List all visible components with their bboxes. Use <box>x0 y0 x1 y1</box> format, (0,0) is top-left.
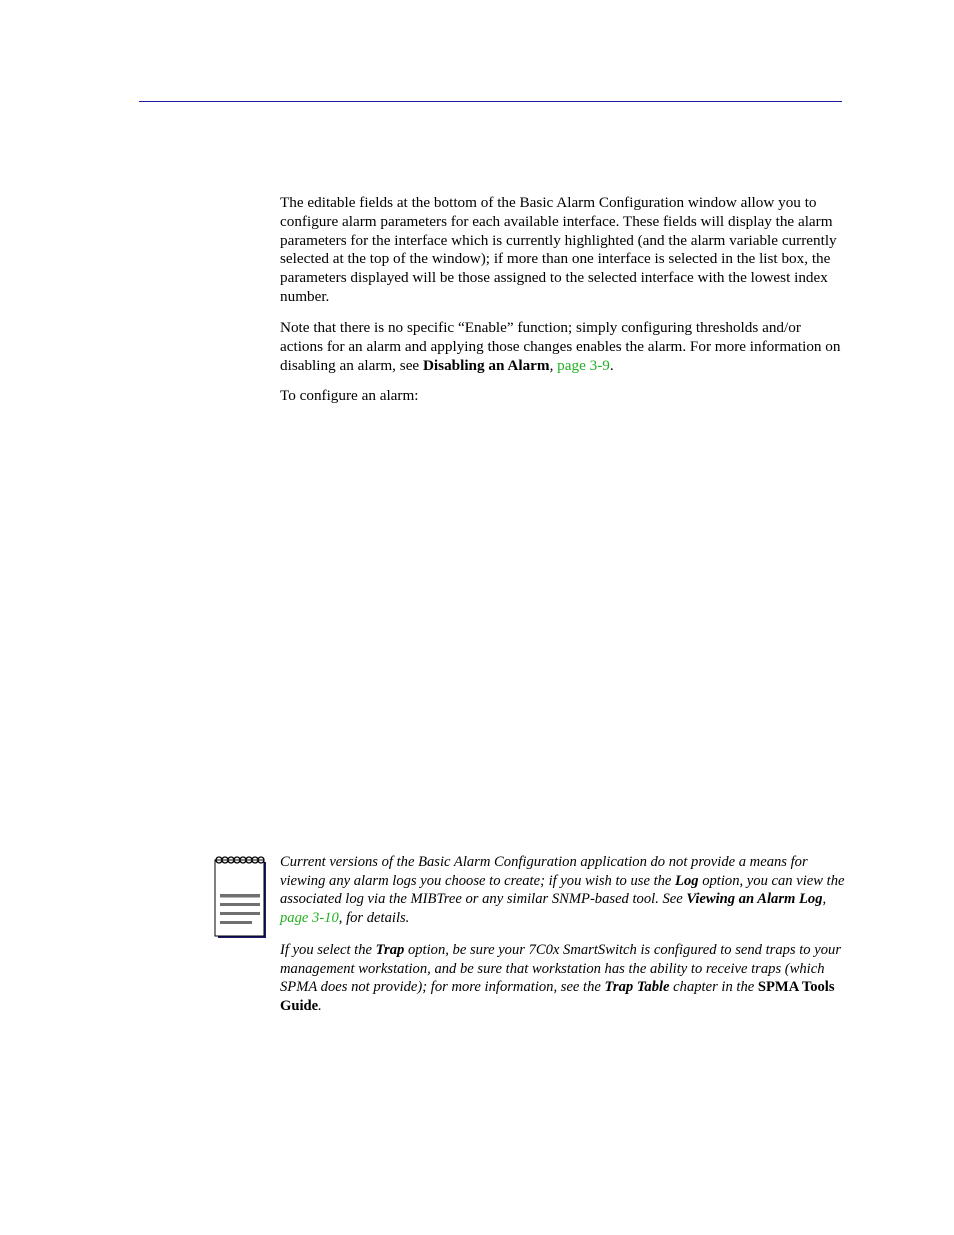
period: . <box>609 356 614 374</box>
note-trap <box>280 941 846 1015</box>
ref-trap-table: Trap Table <box>604 979 670 996</box>
ref-log: Log <box>675 872 699 889</box>
note-text: option, be sure your 7C0x SmartSwitch is configured to send traps to your management workstation, and be sure that workstation has the ability to receive traps (which SPMA does not provide); for more information, see the <box>280 942 842 996</box>
note-text: Current versions of the Basic Alarm Configuration application do not provide a means for viewing any alarm logs you choose to create; if you wish to use the <box>280 854 808 889</box>
link-page-3-9[interactable]: page 3-9 <box>557 356 610 374</box>
header-rule <box>139 101 842 102</box>
period: . <box>318 997 322 1014</box>
note-text: option, you can view the associated log via the MIBTree or any similar SNMP-based tool. See <box>280 872 845 908</box>
separator: , <box>822 891 827 908</box>
link-page-3-10[interactable]: page 3-10 <box>280 909 339 926</box>
notepad-icon <box>214 855 268 939</box>
paragraph-configure-intro: To configure an alarm: <box>280 387 419 404</box>
paragraph-text: Note that there is no specific “Enable” function; simply configuring thresholds and/or actions for an alarm and applying those changes enables the alarm. For more information on disabling an alarm, see <box>280 319 841 374</box>
ref-viewing-alarm-log: Viewing an Alarm Log <box>686 891 823 908</box>
note-alarm-log <box>280 853 846 927</box>
ref-trap: Trap <box>375 942 405 958</box>
note-text: chapter in the <box>669 979 758 996</box>
paragraph-intro: The editable fields at the bottom of the Basic Alarm Configuration window allow you to configure alarm parameters for each available interface. These fields will display the alarm parameters for the interface which is currently highlighted (and the alarm variable currently selected at the top of the window); if more than one interface is selected in the list box, the parameters displayed will be those assigned to the selected interface with the lowest index number. <box>280 194 837 305</box>
paragraph-enable-note <box>280 319 842 375</box>
ref-disabling-alarm: Disabling an Alarm <box>422 356 550 374</box>
note-text: If you select the <box>280 942 376 958</box>
note-text: , for details. <box>338 909 410 926</box>
separator: , <box>549 356 558 374</box>
ref-spma-tools-guide: SPMA Tools Guide <box>280 979 835 1014</box>
